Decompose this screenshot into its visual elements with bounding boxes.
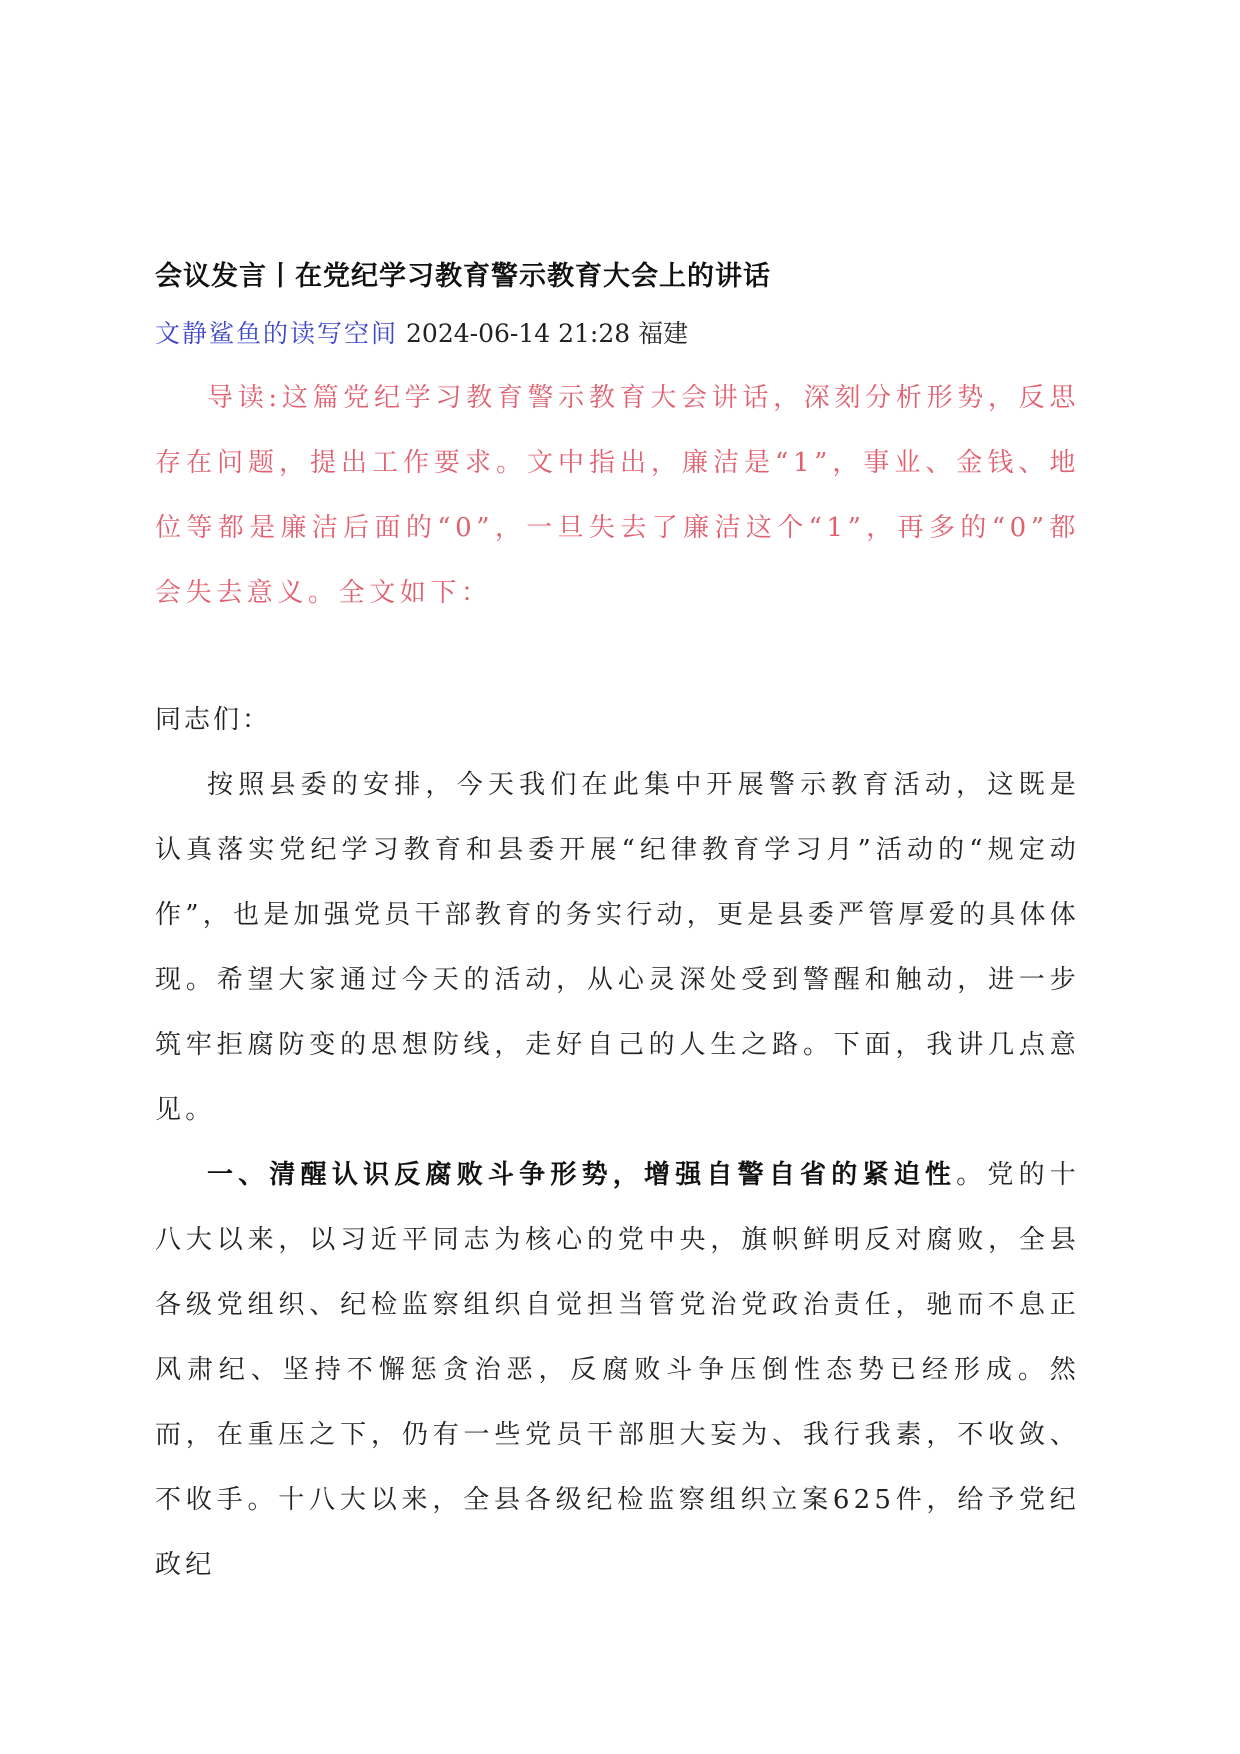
section-body-1: 。党的十八大以来，以习近平同志为核心的党中央，旗帜鲜明反对腐败，全县各级党组织、纪检监察组织自觉担当管党治党政治责任，驰而不息正风肃纪、坚持不懈惩贪治恶，反腐败斗争压倒性态势已经形成。然而，在重压之下，仍有一些党员干部胆大妄为、我行我素，不收敛、不收手。十八大以来，全县各级纪检监察组织立案625件，给予党纪政纪 bbox=[155, 1160, 1080, 1580]
paragraph-gap bbox=[155, 626, 1080, 688]
publish-location: 福建 bbox=[638, 319, 689, 348]
article-content bbox=[155, 252, 1080, 1598]
salutation: 同志们： bbox=[155, 705, 272, 735]
lead-paragraph: 导读:这篇党纪学习教育警示教育大会讲话，深刻分析形势，反思存在问题，提出工作要求。文中指出，廉洁是“1”，事业、金钱、地位等都是廉洁后面的“0”，一旦失去了廉洁这个“1”，再多的“0”都会失去意义。全文如下： bbox=[155, 383, 1080, 608]
section-heading-1: 一、清醒认识反腐败斗争形势，增强自警自省的紧迫性 bbox=[207, 1160, 957, 1190]
article-title: 会议发言丨在党纪学习教育警示教育大会上的讲话 bbox=[155, 261, 771, 292]
article-meta bbox=[155, 302, 1080, 366]
body-paragraph-2 bbox=[155, 1143, 1080, 1598]
body-paragraph-1: 按照县委的安排，今天我们在此集中开展警示教育活动，这既是认真落实党纪学习教育和县委开展“纪律教育学习月”活动的“规定动作”，也是加强党员干部教育的务实行动，更是县委严管厚爱的具体体现。希望大家通过今天的活动，从心灵深处受到警醒和触动，进一步筑牢拒腐防变的思想防线，走好自己的人生之路。下面，我讲几点意见。 bbox=[155, 770, 1080, 1125]
publish-datetime: 2024-06-14 21:28 bbox=[406, 319, 631, 348]
author-name[interactable]: 文静鲨鱼的读写空间 bbox=[155, 319, 399, 348]
